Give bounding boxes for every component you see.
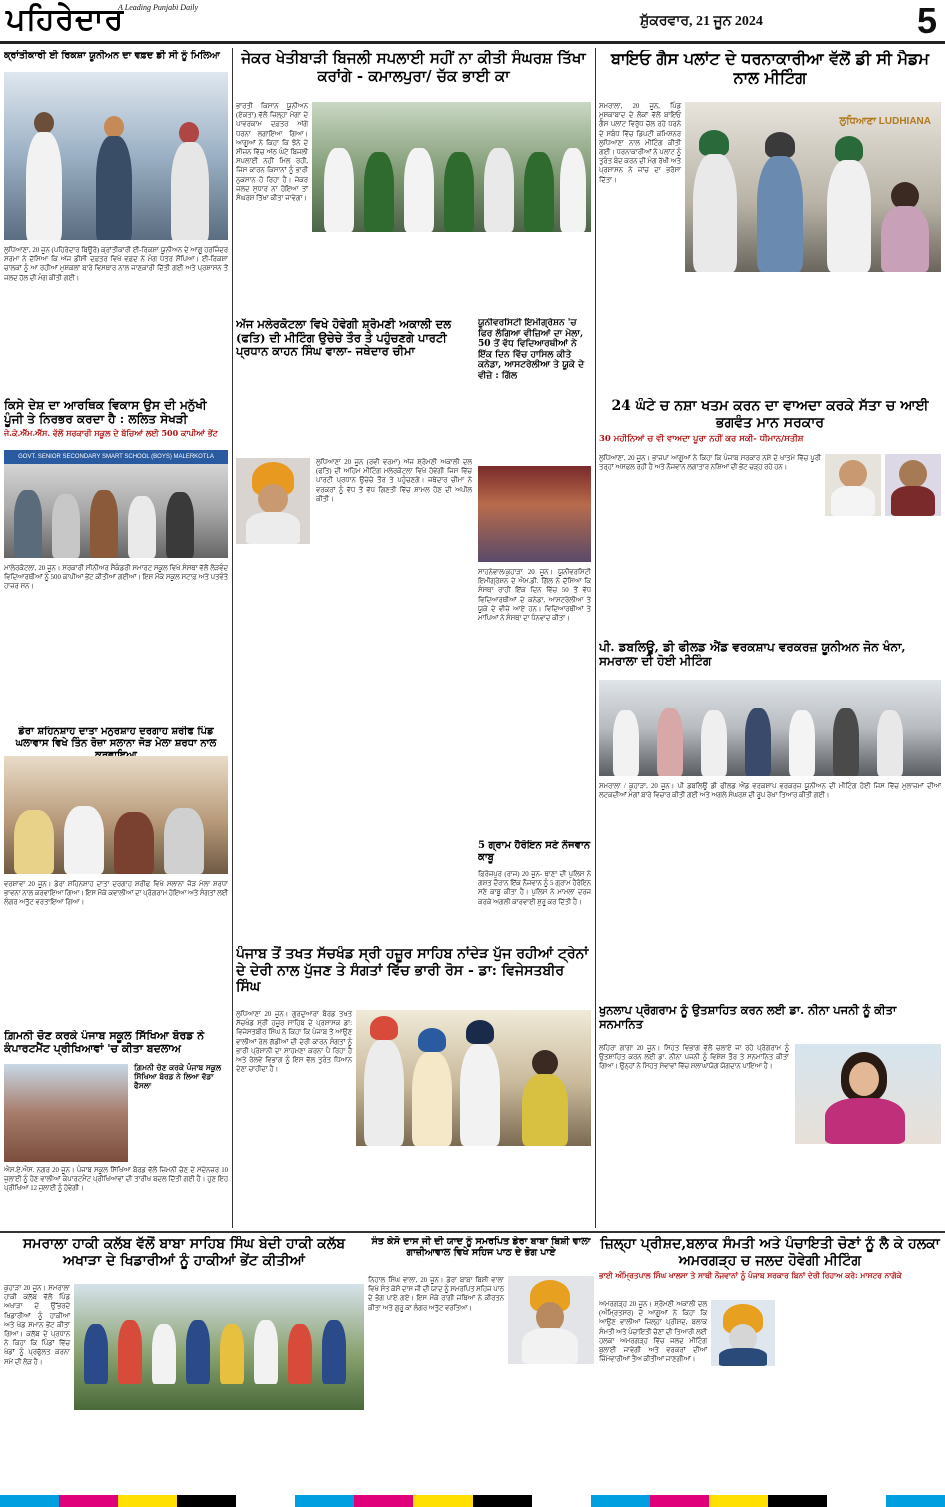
article-body: ਮਾਲੇਰਕੋਟਲਾ, 20 ਜੂਨ। ਸਰਕਾਰੀ ਸੀਨੀਅਰ ਸੈਕੰਡਰੀ ਸਮਾਰਟ ਸਕੂਲ ਵਿਖੇ ਸੰਸਥਾ ਵੱਲੋਂ ਲੋੜਵੰਦ ਵਿਦਿਆਰਥੀਆਂ ਨੂੰ 500 ਕਾਪੀਆਂ ਭੇਂਟ ਕੀਤੀਆਂ ਗਈਆਂ। ਇਸ ਮੌਕੇ ਸਕੂਲ ਸਟਾਫ਼ ਅਤੇ ਪਤਵੰਤੇ ਹਾਜ਼ਰ ਸਨ। <box>4 565 228 591</box>
article-body: ਨਿਹਾਲ ਸਿੰਘ ਵਾਲਾ, 20 ਜੂਨ। ਡੇਰਾ ਬਾਬਾ ਬਿਸ਼ੀ ਵਾਲਾ ਵਿਖੇ ਸੰਤ ਕੇਸੋ ਦਾਸ ਜੀ ਦੀ ਯਾਦ ਨੂੰ ਸਮਰਪਿਤ ਸਹਿਜ ਪਾਠ ਦੇ ਭੋਗ ਪਾਏ ਗਏ। ਇਸ ਮੌਕੇ ਰਾਗੀ ਜਥਿਆਂ ਨੇ ਕੀਰਤਨ ਕੀਤਾ ਅਤੇ ਗੁਰੂ ਕਾ ਲੰਗਰ ਅਤੁੱਟ ਵਰਤਿਆ। <box>368 1277 504 1312</box>
article-headline: ਜੇਕਰ ਖੇਤੀਬਾੜੀ ਬਿਜਲੀ ਸਪਲਾਈ ਸਹੀਂ ਨਾ ਕੀਤੀ ਸੰਘਰਸ਼ ਤਿੱਖਾ ਕਰਾਂਗੇ - ਕਮਾਲਪੁਰਾ/ ਚੱਕ ਭਾਈ ਕਾ <box>241 50 586 85</box>
article-subheadline: ਗ਼ਿਮਨੀ ਚੋਣ ਕਰਕੇ ਪੰਜਾਬ ਸਕੂਲ ਸਿੱਖਿਆ ਬੋਰਡ ਨੇ ਲਿਆ ਵੱਡਾ ਫੈਸਲਾ <box>134 1063 222 1090</box>
article-headline: ਅੱਜ ਮਲੇਰਕੋਟਲਾ ਵਿਖੇ ਹੋਵੇਗੀ ਸ਼੍ਰੋਮਣੀ ਅਕਾਲੀ ਦਲ (ਫਤਿ) ਦੀ ਮੀਟਿੰਗ ਉਚੇਚੇ ਤੌਰ ਤੇ ਪਹੁੰਚਣਗੇ ਪਾਰਟੀ ਪ੍ਰਧਾਨ ਕਾਹਨ ਸਿੰਘ ਵਾਲਾ- ਜਥੇਦਾਰ ਚੀਮਾ <box>236 318 452 359</box>
article-visa <box>478 318 591 722</box>
article-body: ਲੁਧਿਆਣਾ, 20 ਜੂਨ। ਭਾਜਪਾ ਆਗੂਆਂ ਨੇ ਕਿਹਾ ਕਿ ਪੰਜਾਬ ਸਰਕਾਰ ਨਸ਼ੇ ਦੇ ਖਾਤਮੇ ਵਿੱਚ ਪੂਰੀ ਤਰ੍ਹਾਂ ਅਸਫਲ ਰਹੀ ਹੈ ਅਤੇ ਨੌਜਵਾਨ ਲਗਾਤਾਰ ਨਸ਼ਿਆਂ ਦੀ ਭੇਂਟ ਚੜ੍ਹ ਰਹੇ ਹਨ। <box>599 455 821 472</box>
article-body: ਕੁਹਾੜਾ 20 ਜੂਨ। ਸਮਰਾਲਾ ਹਾਕੀ ਕਲੱਬ ਵੱਲੋਂ ਪਿੰਡ ਅਖਾੜਾ ਦੇ ਉੱਭਰਦੇ ਖਿਡਾਰੀਆਂ ਨੂੰ ਹਾਕੀਆਂ ਅਤੇ ਖੇਡ ਸਮਾਨ ਭੇਂਟ ਕੀਤਾ ਗਿਆ। ਕਲੱਬ ਦੇ ਪ੍ਰਧਾਨ ਨੇ ਕਿਹਾ ਕਿ ਪਿੰਡਾਂ ਵਿੱਚ ਖੇਡਾਂ ਨੂੰ ਪ੍ਰਫੁੱਲਤ ਕਰਨਾ ਸਮੇਂ ਦੀ ਲੋੜ ਹੈ। <box>4 1285 70 1366</box>
article-photo <box>685 102 941 272</box>
article-photo-portrait <box>236 458 310 544</box>
page-number: 5 <box>916 0 937 41</box>
article-power-supply <box>236 50 591 314</box>
article-photo <box>4 756 228 874</box>
newspaper-logo: ਪਹਿਰੇਦਾਰ <box>6 2 125 37</box>
article-photo <box>4 72 228 240</box>
article-headline: ਸਮਰਾਲਾ ਹਾਕੀ ਕਲੱਬ ਵੱਲੋਂ ਬਾਬਾ ਸਾਹਿਬ ਸਿੰਘ ਬੇਦੀ ਹਾਕੀ ਕਲੱਬ ਅਖਾੜਾ ਦੇ ਖਿਡਾਰੀਆਂ ਨੂੰ ਹਾਕੀਆਂ ਭੇਂਟ ਕੀਤੀਆਂ <box>22 1236 346 1269</box>
article-dr-neena <box>599 1004 941 1228</box>
article-drugs-promise <box>599 398 941 638</box>
article-body: ਅਮਰਗੜ੍ਹ 20 ਜੂਨ। ਸ਼੍ਰੋਮਣੀ ਅਕਾਲੀ ਦਲ (ਅੰਮ੍ਰਿਤਸਰ) ਦੇ ਆਗੂਆਂ ਨੇ ਕਿਹਾ ਕਿ ਆਉਣ ਵਾਲੀਆਂ ਜ਼ਿਲ੍ਹਾ ਪ੍ਰੀਸ਼ਦ, ਬਲਾਕ ਸੰਮਤੀ ਅਤੇ ਪੰਚਾਇਤੀ ਚੋਣਾਂ ਦੀ ਤਿਆਰੀ ਲਈ ਹਲਕਾ ਅਮਰਗੜ੍ਹ ਵਿੱਚ ਜਲਦ ਮੀਟਿੰਗ ਬੁਲਾਈ ਜਾਵੇਗੀ ਅਤੇ ਵਰਕਰਾਂ ਦੀਆਂ ਜ਼ਿੰਮੇਵਾਰੀਆਂ ਤੈਅ ਕੀਤੀਆਂ ਜਾਣਗੀਆਂ। <box>599 1301 707 1364</box>
article-amargarh-meeting <box>599 1236 941 1492</box>
article-body: ਫ਼ਿਰੋਜ਼ਪੁਰ (ਰਾਜ) 20 ਜੂਨ- ਥਾਣਾ ਦੀ ਪੁਲਿਸ ਨੇ ਗਸ਼ਤ ਦੌਰਾਨ ਇੱਕ ਨੌਜਵਾਨ ਨੂੰ 5 ਗ੍ਰਾਮ ਹੈਰੋਇਨ ਸਣੇ ਕਾਬੂ ਕੀਤਾ ਹੈ। ਪੁਲਿਸ ਨੇ ਮਾਮਲਾ ਦਰਜ ਕਰਕੇ ਅਗਲੀ ਕਾਰਵਾਈ ਸ਼ੁਰੂ ਕਰ ਦਿੱਤੀ ਹੈ। <box>478 871 591 906</box>
article-photo <box>795 1044 941 1144</box>
article-dera-mela <box>4 726 228 1028</box>
article-body: ਸਮਰਾਲਾ, 20 ਜੂਨ, ਪਿੰਡ ਮੁਸ਼ਕਾਬਾਦ ਦੇ ਲੋਕਾਂ ਵੱਲੋਂ ਬਾਇਓ ਗੈਸ ਪਲਾਂਟ ਵਿਰੁੱਧ ਚੱਲ ਰਹੇ ਧਰਨੇ ਦੇ ਸਬੰਧ ਵਿੱਚ ਡਿਪਟੀ ਕਮਿਸ਼ਨਰ ਲੁਧਿਆਣਾ ਨਾਲ ਮੀਟਿੰਗ ਕੀਤੀ ਗਈ। ਧਰਨਾਕਾਰੀਆਂ ਨੇ ਪਲਾਂਟ ਨੂੰ ਤੁਰੰਤ ਬੰਦ ਕਰਨ ਦੀ ਮੰਗ ਰੱਖੀ ਅਤੇ ਪ੍ਰਸ਼ਾਸਨ ਨੇ ਜਾਂਚ ਦਾ ਭਰੋਸਾ ਦਿੱਤਾ। <box>599 103 681 184</box>
article-photo <box>74 1284 364 1410</box>
article-headline: ਪੀ. ਡਬਲਿਊ, ਡੀ ਫੀਲਡ ਐਂਡ ਵਰਕਸ਼ਾਪ ਵਰਕਰਜ਼ ਯੂਨੀਅਨ ਜੋਨ ਖੰਨਾ, ਸਮਰਾਲਾ ਦੀ ਹੋਈ ਮੀਟਿੰਗ <box>599 640 906 669</box>
article-erickshaw <box>4 50 228 395</box>
article-hockey-club <box>4 1236 364 1492</box>
newspaper-tagline: A Leading Punjabi Daily <box>118 3 199 12</box>
article-photo <box>356 1010 591 1146</box>
article-heroin <box>478 840 591 950</box>
article-subheadline: 30 ਮਹੀਨਿਆਂ ਚ ਵੀ ਵਾਅਦਾ ਪੂਰਾ ਨਹੀਂ ਕਰ ਸਕੀ- ਧੀਮਾਨ/ਸਤੀਸ਼ <box>599 434 804 445</box>
article-headline: 24 ਘੰਟੇ ਚ ਨਸ਼ਾ ਖਤਮ ਕਰਨ ਦਾ ਵਾਅਦਾ ਕਰਕੇ ਸੱਤਾ ਚ ਆਈ ਭਗਵੰਤ ਮਾਨ ਸਰਕਾਰ <box>611 398 929 431</box>
article-headline: ਯੂਨੀਵਰਸਿਟੀ ਇਮੀਗ੍ਰੇਸ਼ਨ 'ਚ ਫਿਰ ਲੱਗਿਆ ਵੀਜ਼ਿਆਂ ਦਾ ਮੇਲਾ, 50 ਤੋਂ ਵੱਧ ਵਿਦਿਆਰਥੀਆਂ ਨੇ ਇੱਕ ਦਿਨ ਵਿੱਚ ਹਾਸਿਲ ਕੀਤੇ ਕਨੇਡਾ, ਆਸਟਰੇਲੀਆ ਤੇ ਯੂਕੇ ਦੇ ਵੀਜ਼ੇ : ਗਿੱਲ <box>478 318 585 382</box>
portrait-photo <box>885 454 941 516</box>
school-banner: GOVT. SENIOR SECONDARY SMART SCHOOL (BOYS) MALERKOTLA <box>4 450 228 464</box>
portrait-photo <box>825 454 881 516</box>
article-headline: ਖੁਨਲਾਪ ਪ੍ਰੋਗਰਾਮ ਨੂੰ ਉਤਸ਼ਾਹਿਤ ਕਰਨ ਲਈ ਡਾ. ਨੀਨਾ ਪਜਨੀ ਨੂੰ ਕੀਤਾ ਸਨਮਾਨਿਤ <box>599 1004 897 1031</box>
article-headline: ਕ੍ਰਾਂਤੀਕਾਰੀ ਈ ਰਿਕਸ਼ਾ ਯੂਨੀਅਨ ਦਾ ਵਫ਼ਦ ਡੀ ਸੀ ਨੂੰ ਮਿਲਿਆ <box>4 50 220 61</box>
article-headline: ਕਿਸੇ ਦੇਸ਼ ਦਾ ਆਰਥਿਕ ਵਿਕਾਸ ਉਸ ਦੀ ਮਨੁੱਖੀ ਪੂੰਜੀ ਤੇ ਨਿਰਭਰ ਕਰਦਾ ਹੈ : ਲਲਿਤ ਸੇਖੜੀ <box>4 398 207 427</box>
article-subheadline: ਜੇ.ਕੇ.ਐੱਮ.ਐੱਸ. ਵੱਲੋਂ ਸਰਕਾਰੀ ਸਕੂਲ ਦੇ ਬੱਚਿਆਂ ਲਈ 500 ਕਾਪੀਆਂ ਭੇਂਟ <box>4 428 218 439</box>
article-headline: ਸੰਤ ਕੇਸੋ ਦਾਸ ਜੀ ਦੀ ਯਾਦ ਨੂੰ ਸਮਰਪਿਤ ਡੇਰਾ ਬਾਬਾ ਬਿਸ਼ੀ ਵਾਲਾ ਗਾਜ਼ੀਆਵਾਲ ਵਿਖੇ ਸਹਿਜ ਪਾਠ ਦੇ ਭੋਗ ਪਾਏ <box>371 1236 591 1259</box>
article-body: ਲੁਧਿਆਣਾ 20 ਜੂਨ। ਗੁਰਦੁਆਰਾ ਬੋਰਡ ਤਖਤ ਸੱਚਖੰਡ ਸ੍ਰੀ ਹਜ਼ੂਰ ਸਾਹਿਬ ਦੇ ਪ੍ਰਸ਼ਾਸਕ ਡਾ: ਵਿਜੇਸਤਬੀਰ ਸਿੰਘ ਨੇ ਕਿਹਾ ਕਿ ਪੰਜਾਬ ਤੋਂ ਆਉਣ ਵਾਲੀਆਂ ਰੇਲ ਗੱਡੀਆਂ ਦੀ ਦੇਰੀ ਕਾਰਨ ਸੰਗਤਾਂ ਨੂੰ ਭਾਰੀ ਪ੍ਰੇਸ਼ਾਨੀ ਦਾ ਸਾਹਮਣਾ ਕਰਨਾ ਪੈ ਰਿਹਾ ਹੈ ਅਤੇ ਰੇਲਵੇ ਵਿਭਾਗ ਨੂੰ ਇਸ ਵੱਲ ਤੁਰੰਤ ਧਿਆਨ ਦੇਣਾ ਚਾਹੀਦਾ ਹੈ। <box>236 1011 352 1074</box>
article-biogas <box>599 50 941 395</box>
article-pwd-union <box>599 640 941 1000</box>
article-headline: 5 ਗ੍ਰਾਮ ਹੈਰੋਇਨ ਸਣੇ ਨੌਜਵਾਨ ਕਾਬੂ <box>478 840 591 863</box>
article-body: ਲਹਿਰਾ ਗਾਗਾ 20 ਜੂਨ। ਸਿਹਤ ਵਿਭਾਗ ਵੱਲੋਂ ਚਲਾਏ ਜਾ ਰਹੇ ਪ੍ਰੋਗਰਾਮ ਨੂੰ ਉਤਸ਼ਾਹਿਤ ਕਰਨ ਲਈ ਡਾ. ਨੀਨਾ ਪਜਨੀ ਨੂੰ ਵਿਸ਼ੇਸ਼ ਤੌਰ ਤੇ ਸਨਮਾਨਿਤ ਕੀਤਾ ਗਿਆ। ਉਨ੍ਹਾਂ ਨੇ ਸਿਹਤ ਸੇਵਾਵਾਂ ਵਿੱਚ ਸ਼ਲਾਘਾਯੋਗ ਯੋਗਦਾਨ ਪਾਇਆ ਹੈ। <box>599 1045 789 1071</box>
article-headline: ਬਾਇਓ ਗੈਸ ਪਲਾਂਟ ਦੇ ਧਰਨਾਕਾਰੀਆ ਵੱਲੋਂ ਡੀ ਸੀ ਮੈਡਮ ਨਾਲ ਮੀਟਿੰਗ <box>611 50 929 87</box>
article-subheadline: ਭਾਈ ਅੰਮ੍ਰਿਤਪਾਲ ਸਿੰਘ ਖਾਲਸਾ ਤੇ ਸਾਥੀ ਨੌਜਵਾਨਾਂ ਨੂੰ ਪੰਜਾਬ ਸਰਕਾਰ ਬਿਨਾਂ ਦੇਰੀ ਰਿਹਾਅ ਕਰੇ: ਮਾਸਟਰ ਨਾਗੋਕੇ <box>599 1271 902 1281</box>
article-body: ਵਰਸ਼ਾਵਾ 20 ਜੂਨ। ਡੇਰਾ ਸ਼ਹਿਨਸ਼ਾਹ ਦਾਤਾ ਦਰਗਾਹ ਸ਼ਰੀਫ ਵਿਖੇ ਸਲਾਨਾ ਜੋੜ ਮੇਲਾ ਸ਼ਰਧਾ ਭਾਵਨਾ ਨਾਲ ਕਰਵਾਇਆ ਗਿਆ। ਇਸ ਮੌਕੇ ਕਵਾਲੀਆਂ ਦਾ ਪ੍ਰੋਗਰਾਮ ਹੋਇਆ ਅਤੇ ਸੰਗਤਾਂ ਲਈ ਲੰਗਰ ਅਤੁੱਟ ਵਰਤਾਇਆ ਗਿਆ। <box>4 881 228 907</box>
article-body: ਲੁਧਿਆਣਾ, 20 ਜੂਨ (ਪਹਿਰੇਦਾਰ ਬਿਊਰੋ) ਕ੍ਰਾਂਤੀਕਾਰੀ ਈ-ਰਿਕਸ਼ਾ ਯੂਨੀਅਨ ਦੇ ਆਗੂ ਹਰਜਿੰਦਰ ਸਰਮਾ ਨੇ ਦੱਸਿਆ ਕਿ ਅੱਜ ਡੀਸੀ ਦਫ਼ਤਰ ਵਿਖੇ ਵਫ਼ਦ ਨੇ ਮੰਗ ਪੱਤਰ ਸੌਂਪਿਆ। ਈ-ਰਿਕਸ਼ਾ ਚਾਲਕਾਂ ਨੂੰ ਆ ਰਹੀਆਂ ਮੁਸ਼ਕਲਾਂ ਬਾਰੇ ਵਿਸਥਾਰ ਨਾਲ ਜਾਣਕਾਰੀ ਦਿੱਤੀ ਗਈ ਅਤੇ ਪ੍ਰਸ਼ਾਸਨ ਤੋਂ ਜਲਦ ਹੱਲ ਦੀ ਮੰਗ ਕੀਤੀ ਗਈ। <box>4 247 228 282</box>
article-headline: ਪੰਜਾਬ ਤੋਂ ਤਖਤ ਸੱਚਖੰਡ ਸ੍ਰੀ ਹਜ਼ੂਰ ਸਾਹਿਬ ਨਾਂਦੇੜ ਪੁੱਜ ਰਹੀਆਂ ਟ੍ਰੇਨਾਂ ਦੇ ਦੇਰੀ ਨਾਲ ਪੁੱਜਣ ਤੇ ਸੰਗਤਾਂ ਵਿੱਚ ਭਾਰੀ ਰੋਸ - ਡਾ: ਵਿਜੇਸਤਬੀਰ ਸਿੰਘ <box>236 946 589 996</box>
article-body: ਸਮਰਾਲਾ / ਕੁਹਾੜਾ, 20 ਜੂਨ। ਪੀ ਡਬਲਿਊ ਡੀ ਫੀਲਡ ਐਂਡ ਵਰਕਸ਼ਾਪ ਵਰਕਰਜ਼ ਯੂਨੀਅਨ ਦੀ ਮੀਟਿੰਗ ਹੋਈ ਜਿਸ ਵਿੱਚ ਮੁਲਾਜ਼ਮਾਂ ਦੀਆਂ ਲਟਕਦੀਆਂ ਮੰਗਾਂ ਬਾਰੇ ਵਿਚਾਰ ਕੀਤੀ ਗਈ ਅਤੇ ਅਗਲੇ ਸੰਘਰਸ਼ ਦੀ ਰੂਪ ਰੇਖਾ ਤਿਆਰ ਕੀਤੀ ਗਈ। <box>599 783 941 800</box>
article-body: ਐਸ.ਏ.ਐਸ. ਨਗਰ 20 ਜੂਨ। ਪੰਜਾਬ ਸਕੂਲ ਸਿੱਖਿਆ ਬੋਰਡ ਵੱਲੋਂ ਜ਼ਿਮਨੀ ਚੋਣ ਦੇ ਮੱਦੇਨਜ਼ਰ 10 ਜੁਲਾਈ ਨੂੰ ਹੋਣ ਵਾਲੀਆਂ ਕੰਪਾਰਟਮੈਂਟ ਪ੍ਰੀਖਿਆਵਾਂ ਦੀ ਤਾਰੀਖ ਬਦਲ ਦਿੱਤੀ ਗਈ ਹੈ। ਹੁਣ ਇਹ ਪ੍ਰੀਖਿਆ 12 ਜੁਲਾਈ ਨੂੰ ਹੋਵੇਗੀ। <box>4 1167 228 1193</box>
section-rule <box>0 1231 945 1233</box>
print-registration-bar <box>0 1495 945 1507</box>
article-sant-keso-das <box>368 1236 594 1492</box>
article-photo <box>4 450 228 558</box>
article-photo <box>4 1064 128 1162</box>
article-headline: ਗ਼ਿਮਨੀ ਚੋਣ ਕਰਕੇ ਪੰਜਾਬ ਸਕੂਲ ਸਿੱਖਿਆ ਬੋਰਡ ਨੇ ਕੰਪਾਰਟਮੈਂਟ ਪ੍ਰੀਖਿਆਵਾਂ 'ਚ ਕੀਤਾ ਬਦਲਾਅ <box>4 1030 205 1055</box>
article-photo <box>478 466 591 562</box>
article-body: ਭਾਰਤੀ ਕਿਸਾਨ ਯੂਨੀਅਨ (ਏਕਤਾ) ਵੱਲੋਂ ਜ਼ਿਲ੍ਹਾ ਮੋਗਾ ਦੇ ਪਾਵਰਕਾਮ ਦਫ਼ਤਰ ਅੱਗੇ ਧਰਨਾ ਲਗਾਇਆ ਗਿਆ। ਆਗੂਆਂ ਨੇ ਕਿਹਾ ਕਿ ਝੋਨੇ ਦੇ ਸੀਜ਼ਨ ਵਿੱਚ ਅੱਠ ਘੰਟੇ ਬਿਜਲੀ ਸਪਲਾਈ ਨਹੀਂ ਮਿਲ ਰਹੀ, ਜਿਸ ਕਾਰਨ ਕਿਸਾਨਾਂ ਨੂੰ ਭਾਰੀ ਨੁਕਸਾਨ ਹੋ ਰਿਹਾ ਹੈ। ਜੇਕਰ ਜਲਦ ਸੁਧਾਰ ਨਾ ਹੋਇਆ ਤਾਂ ਸੰਘਰਸ਼ ਤਿੱਖਾ ਕੀਤਾ ਜਾਵੇਗਾ। <box>236 103 308 203</box>
masthead <box>0 0 945 44</box>
article-photo <box>508 1276 594 1364</box>
article-body: ਸਾਹਨੇਵਾਲ/ਕੁਹਾੜਾ 20 ਜੂਨ। ਯੂਨੀਵਰਸਿਟੀ ਇਮੀਗ੍ਰੇਸ਼ਨ ਦੇ ਐਮ.ਡੀ. ਗਿੱਲ ਨੇ ਦੱਸਿਆ ਕਿ ਸੰਸਥਾ ਰਾਹੀਂ ਇੱਕ ਦਿਨ ਵਿੱਚ 50 ਤੋਂ ਵੱਧ ਵਿਦਿਆਰਥੀਆਂ ਦੇ ਕਨੇਡਾ, ਆਸਟਰੇਲੀਆ ਤੇ ਯੂਕੇ ਦੇ ਵੀਜ਼ੇ ਆਏ ਹਨ। ਵਿਦਿਆਰਥੀਆਂ ਤੇ ਮਾਪਿਆਂ ਨੇ ਸੰਸਥਾ ਦਾ ਧੰਨਵਾਦ ਕੀਤਾ। <box>478 569 591 623</box>
article-headline: ਜ਼ਿਲ੍ਹਾ ਪ੍ਰੀਸ਼ਦ,ਬਲਾਕ ਸੰਮਤੀ ਅਤੇ ਪੰਚਾਇਤੀ ਚੋਣਾਂ ਨੂੰ ਲੈ ਕੇ ਹਲਕਾ ਅਮਰਗੜ੍ਹ ਚ ਜਲਦ ਹੋਵੇਗੀ ਮੀਟਿੰਗ <box>600 1236 940 1269</box>
issue-date: ਸ਼ੁੱਕਰਵਾਰ, 21 ਜੂਨ 2024 <box>640 14 763 29</box>
portrait-photo <box>711 1300 775 1366</box>
photo-sign: ਲੁਧਿਆਣਾ LUDHIANA <box>839 116 931 127</box>
article-akali-meeting <box>236 318 472 722</box>
column-rule <box>232 48 233 1228</box>
article-pseb <box>4 1030 228 1228</box>
article-body: ਲੁਧਿਆਣਾ 20 ਜੂਨ (ਰਵੀ ਵਰਮਾ) ਅੱਜ ਸ਼੍ਰੋਮਣੀ ਅਕਾਲੀ ਦਲ (ਫਤਿ) ਦੀ ਅਹਿਮ ਮੀਟਿੰਗ ਮਲੇਰਕੋਟਲਾ ਵਿਖੇ ਹੋਵੇਗੀ ਜਿਸ ਵਿੱਚ ਪਾਰਟੀ ਪ੍ਰਧਾਨ ਉਚੇਚੇ ਤੌਰ ਤੇ ਪਹੁੰਚਣਗੇ। ਜਥੇਦਾਰ ਚੀਮਾ ਨੇ ਵਰਕਰਾਂ ਨੂੰ ਵੱਧ ਤੋਂ ਵੱਧ ਗਿਣਤੀ ਵਿੱਚ ਸ਼ਾਮਲ ਹੋਣ ਦੀ ਅਪੀਲ ਕੀਤੀ। <box>316 459 472 503</box>
article-photo <box>599 680 941 776</box>
article-photo <box>312 102 591 232</box>
article-hazur-sahib-trains <box>236 946 591 1228</box>
column-rule <box>595 48 596 1228</box>
article-headline: ਡੇਰਾ ਸ਼ਹਿਨਸ਼ਾਹ ਦਾਤਾ ਮਨੁਰਸ਼ਾਹ ਦਰਗਾਹ ਸ਼ਰੀਫ ਪਿੰਡ ਘਲਾਵਾਸ ਵਿਖੇ ਤਿੰਨ ਰੋਜ਼ਾ ਸਲਾਨਾ ਜੋੜ ਮੇਲਾ ਸ਼ਰਧਾ ਨਾਲ <box>15 726 217 749</box>
article-copies <box>4 398 228 723</box>
